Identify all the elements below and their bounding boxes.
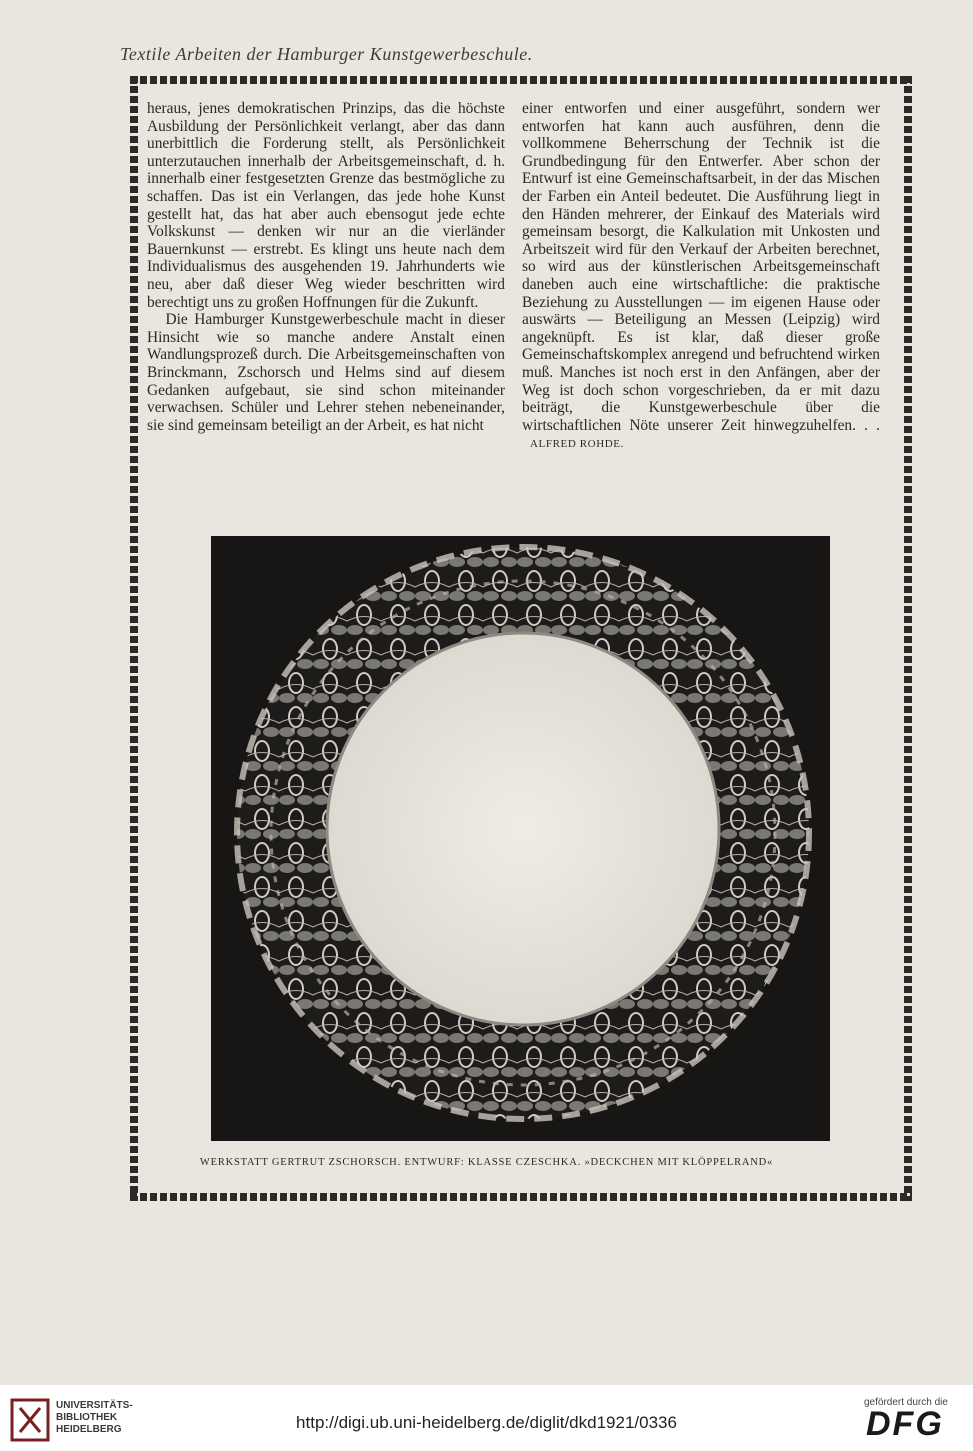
- library-line: UNIVERSITÄTS-: [56, 1400, 133, 1411]
- funding-note: gefördert durch die: [864, 1397, 948, 1408]
- frame-bottom-border: [130, 1193, 912, 1201]
- figure-caption: WERKSTATT GERTRUT ZSCHORSCH. ENTWURF: KLASSE CZESCHKA. »DECKCHEN MIT KLÖPPELRAND«: [199, 1157, 774, 1168]
- running-head: Textile Arbeiten der Hamburger Kunstgewerbeschule.: [120, 44, 533, 64]
- library-line: BIBLIOTHEK: [56, 1412, 118, 1423]
- frame-top-border: [130, 76, 912, 84]
- dfg-logo: DFG: [866, 1405, 944, 1443]
- paragraph-text: einer entworfen und einer ausgeführt, sondern wer entworfen hat kann auch ausführen, denn die vollkommene Beherrschung der Technik ist die Grundbedingung für den Entwerfer. Aber schon der Entwurf ist eine Gemeinschaftsarbeit, in der das Mischen der Farben ein Anteil bedeutet. Die Ausführung liegt in den Händen mehrerer, der Einkauf des Materials wird gemeinsam besorgt, die Kalkulation mit Unkosten und Arbeitszeit wird für den Verkauf der Arbeiten berechnet, so wird aus der künstlerischen Arbeitsgemeinschaft daneben auch eine wirtschaftliche: die praktische Beziehung zu Ausstellungen — im eigenen Hause oder auswärts — Beteiligung an Messen (Leipzig) wird angeknüpft. Es ist klar, daß dieser große Gemeinschaftskomplex anregend und befruchtend wirken muß. Manches ist noch erst in den Anfängen, aber der Weg ist doch schon vorgeschrieben, da er mit dazu beiträgt, die Kunstgewerbeschule über die wirtschaftlichen Nöte unserer Zeit hinwegzuhelfen. . .: [522, 100, 880, 434]
- library-line: HEIDELBERG: [56, 1424, 122, 1435]
- lace-doily-illustration: [211, 536, 830, 1141]
- left-text-column: [147, 100, 505, 434]
- author-signature: ALFRED ROHDE.: [530, 438, 624, 451]
- frame-left-border: [130, 76, 138, 1201]
- paragraph: [522, 100, 880, 454]
- frame-right-border: [904, 76, 912, 1201]
- paragraph: heraus, jenes demokratischen Prinzips, das die höchste Ausbildung der Persönlichkeit verlangt, aber das dann unerbittlich die Forderung stellt, als Persönlichkeit unterzutauchen innerhalb der Arbeitsgemeinschaft, d. h. innerhalb einer festgesetzten Grenze das bestmögliche zu schaffen. Das ist ein Verlangen, das jede hohe Kunst gestellt hat, das hat aber auch ebensogut jede echte Volkskunst — denken wir nur an die vierländer Bauernkunst — erstrebt. Es klingt uns heute nach dem Individualismus des ausgehenden 19. Jahrhunderts wie neu, aber daß dieser Weg wieder beschritten wird berechtigt uns zu großen Hoffnungen für die Zukunft.: [147, 100, 505, 311]
- permalink-url[interactable]: http://digi.ub.uni-heidelberg.de/diglit/dkd1921/0336: [296, 1413, 677, 1432]
- right-text-column: [522, 100, 880, 454]
- lace-doily-photograph: [211, 536, 830, 1141]
- paragraph: Die Hamburger Kunstgewerbeschule macht in dieser Hinsicht wie so manche andere Anstalt einen Wandlungsprozeß durch. Die Arbeitsgemeinschaften von Brinckmann, Zschorsch und Helms sind auf diesem Gedanken aufgebaut, sie sind schon miteinander verwachsen. Schüler und Lehrer stehen nebeneinander, sie sind gemeinsam beteiligt an der Arbeit, es hat nicht: [147, 311, 505, 434]
